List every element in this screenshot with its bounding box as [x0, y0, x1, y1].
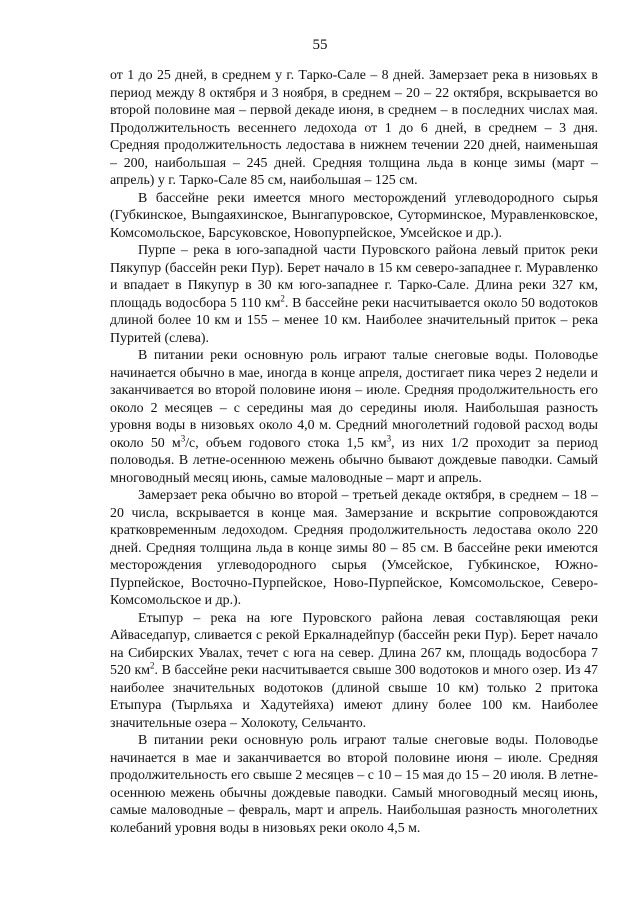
paragraph: В бассейне реки имеется много месторождений углеводородного сырья (Губкинское, Выngаяхинское, Вынгапуровское, Суторминское, Муравленковское, Комсомольское, Барсуковское, Новопурпейское, Умсейское и др.).: [110, 190, 598, 241]
paragraph: Замерзает река обычно во второй – третьей декаде октября, в среднем – 18 – 20 числа, вскрывается в конце мая. Замерзание и вскрытие сопровождаются кратковременным ледоходом. Средняя продолжительность ледостава около 220 дней. Средняя толщина льда в конце зимы 80 – 85 см. В бассейне реки имеются месторождения углеводородного сырья (Умсейское, Губкинское, Южно-Пурпейское, Восточно-Пурпейское, Ново-Пурпейское, Комсомольское, Северо-Комсомольское и др.).: [110, 488, 598, 608]
paragraph: от 1 до 25 дней, в среднем у г. Тарко-Сале – 8 дней. Замерзает река в низовьях в период между 8 октября и 3 ноября, в среднем – 20 – 22 октября, вскрывается во второй половине мая – первой декаде июня, в среднем – в последних числах мая. Продолжительность весеннего ледохода от 1 до 6 дней, в среднем – 3 дня. Средняя продолжительность ледостава в нижнем течении 220 дней, наименьшая – 200, наибольшая – 245 дней. Средняя толщина льда в конце зимы (март – апрель) у г. Тарко-Сале 85 см, наибольшая – 125 см.: [110, 68, 598, 188]
paragraph: Пурпе – река в юго-западной части Пуровского района левый приток реки Пякупур (бассейн реки Пур). Берет начало в 15 км северо-западнее г. Муравленко и впадает в Пякупур в 30 км юго-западнее г. Тарко-Сале. Длина реки 327 км, площадь водосбора 5 110 $км^2$. В бассейне реки насчитывается около 50 водотоков длиной более 10 км и 155 – менее 10 км. Наиболее значительный приток – река Пуритей (слева).: [110, 243, 598, 346]
page-number: 55: [312, 37, 328, 53]
superscript: 2: [150, 660, 155, 671]
body-text: [110, 67, 598, 837]
superscript: 3: [386, 432, 392, 443]
superscript: 2: [280, 292, 285, 303]
paragraph: Етыпур – река на юге Пуровского района левая составляющая реки Айваседапур, сливается с рекой Еркалнадейпур (бассейн реки Пур). Берет начало на Сибирских Увалах, течет с юга на север. Длина 267 км, площадь водосбора 7 520 $км^2$. В бассейне реки насчитывается свыше 300 водотоков и много озер. Из 47 наиболее значительных водотоков (длиной свыше 10 км) только 2 притока Етыпура (Тырльяха и Хадутейяха) имеют длину более 100 км. Наиболее значительные озера – Холокоту, Сельчанто.: [110, 610, 598, 731]
superscript: 3: [180, 432, 186, 443]
paragraph: В питании реки основную роль играют талые снеговые воды. Половодье начинается обычно в мае, иногда в конце апреля, достигает пика через 2 недели и заканчивается во второй половине июня – июле. Средняя продолжительность его около 2 месяцев – с середины мая до середины июля. Наибольшая разность уровня воды в низовьях около 4,0 м. Средний многолетний годовой расход воды около 50 $м^3/с$, объем годового стока 1,5 $км^3$, из них 1/2 проходит за период половодья. В летне-осеннюю межень обычно бывают дождевые паводки. Самый многоводный месяц июнь, самые маловодные – март и апрель.: [110, 348, 598, 486]
paragraph: В питании реки основную роль играют талые снеговые воды. Половодье начинается в мае и заканчивается во второй половине июня – июле. Средняя продолжительность его свыше 2 месяцев – с 10 – 15 мая до 15 – 20 июля. В летне-осеннюю межень обычны дождевые паводки. Самый многоводный месяц июнь, самые маловодные – февраль, март и апрель. Наибольшая разность многолетних колебаний уровня воды в низовьях реки около 4,5 м.: [110, 733, 598, 836]
